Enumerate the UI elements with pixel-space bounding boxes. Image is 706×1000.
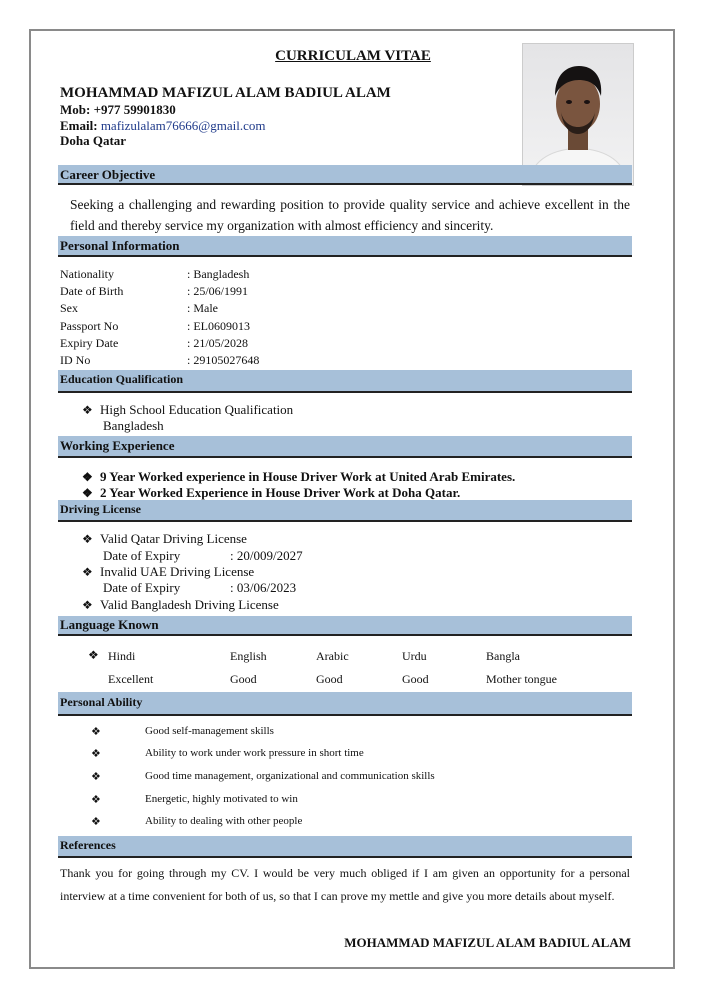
bullet-icon: ❖	[82, 470, 93, 484]
personal-ability-heading: Personal Ability	[58, 692, 632, 716]
license-item	[82, 531, 247, 547]
experience-text: 2 Year Worked Experience in House Driver Work at Doha Qatar.	[100, 485, 461, 500]
info-label: Expiry Date	[60, 335, 119, 350]
info-value: : Bangladesh	[187, 267, 250, 281]
driving-license-heading: Driving License	[58, 500, 632, 522]
license-item	[82, 564, 254, 580]
language-name: Urdu	[402, 649, 427, 663]
references-heading: References	[58, 836, 632, 858]
license-text: Invalid UAE Driving License	[100, 564, 255, 579]
bullet-icon: ❖	[82, 565, 93, 579]
info-row	[60, 266, 259, 283]
document-title: CURRICULAM VITAE	[275, 48, 431, 64]
language-name: English	[230, 649, 267, 663]
language-level: Good	[230, 672, 257, 686]
info-label: Passport No	[60, 318, 119, 333]
bullet-icon: ❖	[91, 771, 101, 783]
email-line	[60, 118, 266, 134]
info-row	[60, 335, 259, 352]
info-value: : EL0609013	[187, 318, 250, 333]
info-row	[60, 283, 259, 300]
info-label: ID No	[60, 353, 91, 368]
signature-name: MOHAMMAD MAFIZUL ALAM BADIUL ALAM	[344, 935, 631, 950]
references-text: Thank you for going through my CV. I would be very much obliged if I am given an opportunity for a personal interview at a time convenient for both of us, so that I can prove my mettle and give you more details about myself.	[60, 866, 630, 903]
ability-item: Ability to work under work pressure in short time	[145, 747, 364, 759]
language-level: Mother tongue	[486, 672, 557, 686]
license-expiry	[103, 580, 297, 596]
education-text: High School Education Qualification	[100, 402, 294, 417]
bullet-icon: ❖	[91, 748, 101, 760]
email-link[interactable]: mafizulalam76666@gmail.com	[100, 118, 266, 133]
expiry-label: Date of Expiry	[103, 580, 181, 595]
language-level: Good	[316, 672, 343, 686]
bullet-icon: ❖	[82, 532, 93, 546]
language-level: Good	[402, 672, 429, 686]
email-label: Email:	[60, 118, 98, 133]
ability-item: Good time management, organizational and communication skills	[145, 770, 435, 782]
language-name: Bangla	[486, 649, 520, 663]
location: Doha Qatar	[60, 133, 127, 148]
bullet-icon: ❖	[91, 816, 101, 828]
experience-text: 9 Year Worked experience in House Driver Work at United Arab Emirates.	[100, 469, 516, 484]
bullet-icon: ❖	[82, 403, 93, 417]
language-known-heading: Language Known	[58, 616, 632, 636]
mobile-line	[60, 102, 176, 118]
info-value: : 21/05/2028	[187, 335, 249, 350]
person-portrait-icon	[523, 44, 633, 185]
language-level: Excellent	[108, 672, 154, 686]
bullet-icon: ❖	[82, 598, 93, 612]
personal-info-list	[60, 266, 259, 369]
info-value: : 25/06/1991	[187, 284, 249, 299]
expiry-value: : 20/009/2027	[230, 548, 303, 563]
language-name: Hindi	[108, 649, 136, 663]
expiry-value: : 03/06/2023	[230, 580, 297, 595]
education-item	[82, 402, 293, 418]
applicant-name: MOHAMMAD MAFIZUL ALAM BADIUL ALAM	[60, 85, 391, 101]
language-name: Arabic	[316, 649, 349, 663]
ability-item: Ability to dealing with other people	[145, 815, 303, 827]
bullet-icon: ❖	[91, 794, 101, 806]
education-location: Bangladesh	[103, 418, 164, 433]
ability-item: Energetic, highly motivated to win	[145, 793, 298, 805]
bullet-icon: ❖	[88, 648, 99, 662]
info-value: : 29105027648	[187, 353, 260, 368]
license-expiry	[103, 548, 303, 564]
bullet-icon: ❖	[91, 726, 101, 738]
info-label: Sex	[60, 301, 78, 316]
mobile-number: +977 59901830	[93, 102, 176, 117]
experience-item	[82, 485, 460, 501]
career-objective-heading: Career Objective	[58, 165, 632, 185]
license-item	[82, 597, 279, 613]
info-row	[60, 300, 259, 317]
license-text: Valid Qatar Driving License	[100, 531, 247, 546]
info-value: : Male	[187, 301, 218, 316]
education-heading: Education Qualification	[58, 370, 632, 393]
expiry-label: Date of Expiry	[103, 548, 181, 563]
info-row	[60, 352, 259, 369]
personal-information-heading: Personal Information	[58, 236, 632, 257]
info-label: Date of Birth	[60, 284, 124, 299]
bullet-icon: ❖	[82, 486, 93, 500]
ability-item: Good self-management skills	[145, 725, 274, 737]
mobile-label: Mob:	[60, 102, 91, 117]
working-experience-heading: Working Experience	[58, 436, 632, 458]
career-objective-text: Seeking a challenging and rewarding position to provide quality service and achieve excellent in the field and thereby service my organization with almost efficiency and sincerity.	[70, 197, 630, 233]
experience-item	[82, 469, 515, 485]
info-label: Nationality	[60, 267, 114, 281]
info-row	[60, 318, 259, 335]
license-text: Valid Bangladesh Driving License	[100, 597, 279, 612]
